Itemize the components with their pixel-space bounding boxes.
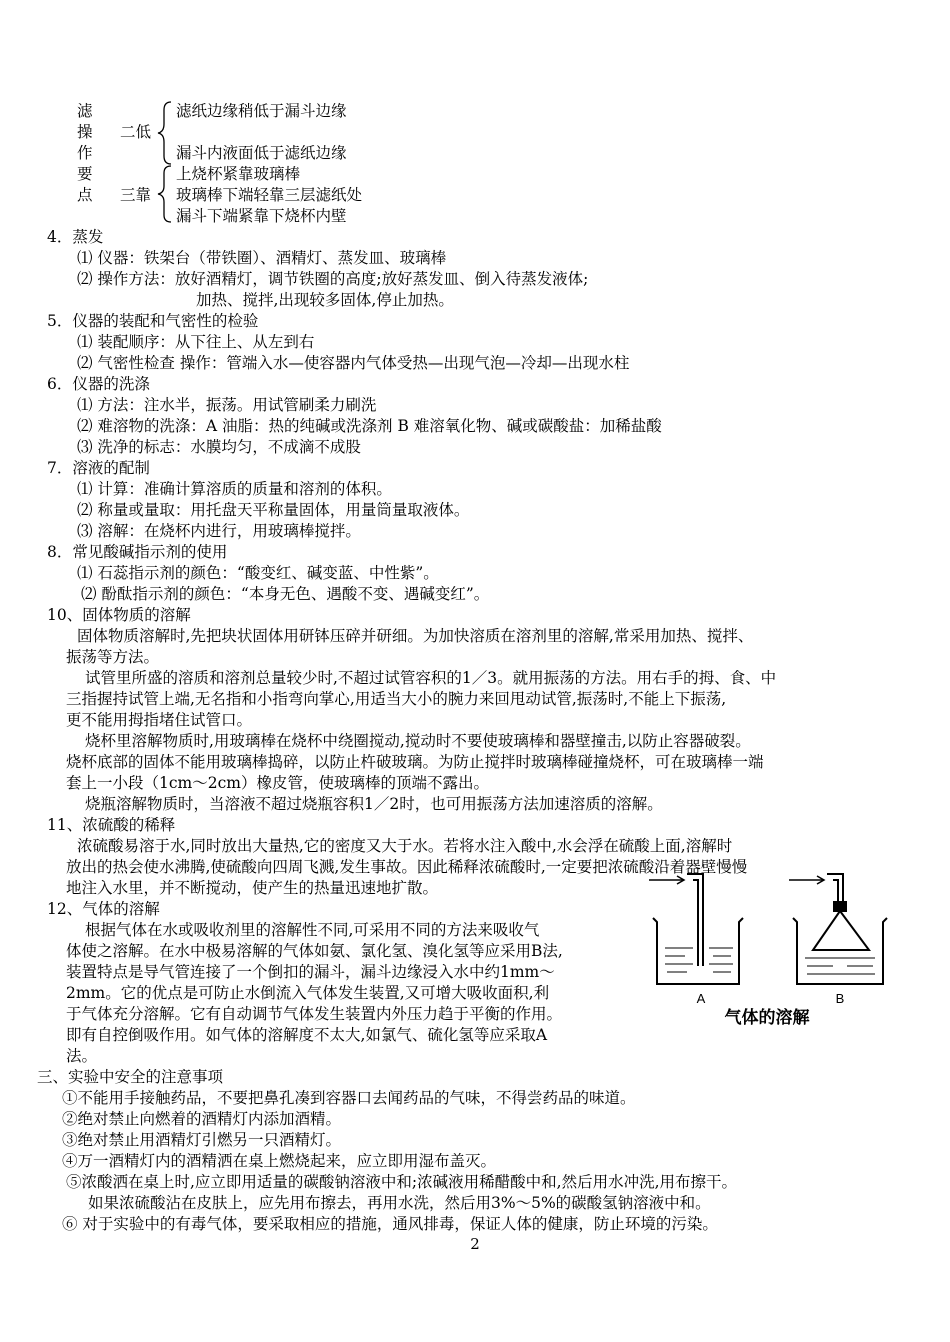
san-kao-item: 玻璃棒下端轻靠三层滤纸处: [176, 186, 363, 204]
setup-a-diagram: [649, 874, 743, 984]
filter-label-char: 要: [77, 165, 93, 183]
text-line: ⑵ 气密性检查 操作：管端入水—使容器内气体受热—出现气泡—冷却—出现水柱: [77, 354, 630, 372]
safety-item: ②绝对禁止向燃着的酒精灯内添加酒精。: [62, 1110, 342, 1128]
filter-label-char: 滤: [77, 102, 93, 120]
er-di-item: 滤纸边缘稍低于漏斗边缘: [176, 102, 347, 120]
text-line: 根据气体在水或吸收剂里的溶解性不同,可采用不同的方法来吸收气: [85, 921, 540, 939]
er-di-label: 二低: [120, 123, 152, 141]
safety-item: ①不能用手接触药品，不要把鼻孔凑到容器口去闻药品的气味，不得尝药品的味道。: [62, 1089, 636, 1107]
text-line: 2mm。它的优点是可防止水倒流入气体发生装置,又可增大吸收面积,利: [66, 984, 550, 1002]
text-line: 振荡等方法。: [66, 648, 160, 666]
text-line: 烧杯底部的固体不能用玻璃棒捣碎，以防止杵破玻璃。为防止搅拌时玻璃棒碰撞烧杯，可在玻璃棒一端: [66, 753, 764, 771]
text-line: ⑵ 称量或量取：用托盘天平称量固体，用量筒量取液体。: [77, 501, 470, 519]
text-line: 烧杯里溶解物质时,用玻璃棒在烧杯中绕圈搅动,搅动时不要使玻璃棒和器壁撞击,以防止容器破裂。: [85, 732, 751, 750]
text-line: 试管里所盛的溶质和溶剂总量较少时,不超过试管容积的1／3。就用振荡的方法。用右手的拇、食、中: [85, 669, 777, 687]
filter-label-char: 操: [77, 123, 93, 141]
page-number: 2: [470, 1235, 480, 1253]
text-line: 体使之溶解。在水中极易溶解的气体如氨、氯化氢、溴化氢等应采用B法,: [66, 942, 563, 960]
figure-label-a: A: [696, 991, 706, 1006]
text-line: 地注入水里，并不断搅动，使产生的热量迅速地扩散。: [66, 879, 439, 897]
text-line: 放出的热会使水沸腾,使硫酸向四周飞溅,发生事故。因此稀释浓硫酸时,一定要把浓硫酸沿着器壁慢慢: [66, 858, 748, 876]
er-di-item: 漏斗内液面低于滤纸边缘: [176, 144, 347, 162]
text-line: ⑴ 方法：注水半，振荡。用试管刷柔力刷洗: [77, 396, 377, 414]
text-line: 法。: [66, 1047, 98, 1065]
section-heading: 8．常见酸碱指示剂的使用: [47, 543, 228, 561]
text-line: 固体物质溶解时,先把块状固体用研钵压碎并研细。为加快溶质在溶剂里的溶解,常采用加热、搅拌、: [77, 627, 754, 645]
text-line: 于气体充分溶解。它有自动调节气体发生装置内外压力趋于平衡的作用。: [66, 1005, 563, 1023]
brace-san-kao: [155, 164, 175, 224]
safety-item: ④万一酒精灯内的酒精洒在桌上燃烧起来，应立即用湿布盖灭。: [62, 1152, 497, 1170]
text-line: 套上一小段（1cm～2cm）橡皮管，使玻璃棒的顶端不露出。: [66, 774, 489, 792]
text-line: ⑵ 酚酞指示剂的颜色：“本身无色、遇酸不变、遇碱变红”。: [81, 585, 490, 603]
section-heading: 三、实验中安全的注意事项: [37, 1068, 224, 1086]
text-line: 更不能用拇指堵住试管口。: [66, 711, 253, 729]
text-line: 三指握持试管上端,无名指和小指弯向掌心,用适当大小的腕力来回甩动试管,振荡时,不能上下振荡,: [66, 690, 727, 708]
filter-label-char: 点: [77, 186, 93, 204]
safety-item: 如果浓硫酸沾在皮肤上，应先用布擦去，再用水洗，然后用3%～5%的碳酸氢钠溶液中和。: [88, 1194, 711, 1212]
text-line: ⑶ 溶解：在烧杯内进行，用玻璃棒搅拌。: [77, 522, 361, 540]
text-line: 浓硫酸易溶于水,同时放出大量热,它的密度又大于水。若将水注入酸中,水会浮在硫酸上面,溶解时: [77, 837, 733, 855]
text-line: ⑴ 仪器：铁架台（带铁圈）、酒精灯、蒸发皿、玻璃棒: [77, 249, 447, 267]
section-heading: 6．仪器的洗涤: [47, 375, 150, 393]
section-heading: 4．蒸发: [47, 228, 104, 246]
san-kao-item: 上烧杯紧靠玻璃棒: [176, 165, 301, 183]
filter-label-char: 作: [77, 144, 93, 162]
safety-item: ⑥ 对于实验中的有毒气体，要采取相应的措施，通风排毒，保证人体的健康，防止环境的污染。: [62, 1215, 718, 1233]
text-line: ⑵ 难溶物的洗涤：A 油脂：热的纯碱或洗涤剂 B 难溶氧化物、碱或碳酸盐：加稀盐酸: [77, 417, 662, 435]
gas-dissolution-figure: [643, 866, 890, 1026]
section-heading: 7．溶液的配制: [47, 459, 150, 477]
section-heading: 5．仪器的装配和气密性的检验: [47, 312, 259, 330]
text-line: 烧瓶溶解物质时，当溶液不超过烧瓶容积1／2时，也可用振荡方法加速溶质的溶解。: [85, 795, 663, 813]
text-line: ⑶ 洗净的标志：水膜均匀，不成滴不成股: [77, 438, 361, 456]
section-heading: 11、浓硫酸的稀释: [47, 816, 176, 834]
text-line: 即有自控倒吸作用。如气体的溶解度不太大,如氯气、硫化氢等应采取A: [66, 1026, 548, 1044]
setup-b-diagram: [789, 874, 887, 984]
text-line: 加热、搅拌,出现较多固体,停止加热。: [196, 291, 454, 309]
text-line: ⑴ 石蕊指示剂的颜色：“酸变红、碱变蓝、中性紫”。: [77, 564, 439, 582]
text-line: ⑴ 装配顺序：从下往上、从左到右: [77, 333, 315, 351]
text-line: ⑵ 操作方法：放好酒精灯，调节铁圈的高度;放好蒸发皿、倒入待蒸发液体;: [77, 270, 589, 288]
text-line: ⑴ 计算：准确计算溶质的质量和溶剂的体积。: [77, 480, 392, 498]
figure-caption: 气体的溶解: [724, 1008, 810, 1026]
section-heading: 12、气体的溶解: [47, 900, 160, 918]
section-heading: 10、固体物质的溶解: [47, 606, 191, 624]
safety-item: ⑤浓酸洒在桌上时,应立即用适量的碳酸钠溶液中和;浓碱液用稀醋酸中和,然后用水冲洗,用布擦干。: [66, 1173, 738, 1191]
figure-label-b: B: [835, 991, 845, 1006]
brace-er-di: [155, 100, 175, 166]
san-kao-item: 漏斗下端紧靠下烧杯内壁: [176, 207, 347, 225]
text-line: 装置特点是导气管连接了一个倒扣的漏斗，漏斗边缘浸入水中约1mm～: [66, 963, 555, 981]
safety-item: ③绝对禁止用酒精灯引燃另一只酒精灯。: [62, 1131, 342, 1149]
san-kao-label: 三靠: [120, 186, 152, 204]
